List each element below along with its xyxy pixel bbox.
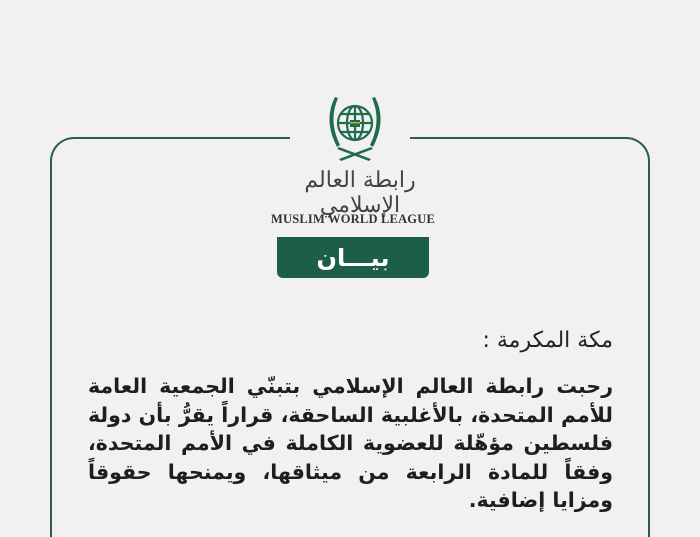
statement-badge: بيـــان: [277, 237, 429, 278]
dateline-place: مكة المكرمة :: [482, 328, 613, 353]
org-name-english: MUSLIM WORLD LEAGUE: [270, 212, 435, 226]
mwl-logo-icon: [315, 85, 395, 165]
statement-body: رحبت رابطة العالم الإسلامي بتبنّي الجمعية العامة للأمم المتحدة، بالأغلبية الساحقة، قراراً يقرُّ بأن دولة فلسطين مؤهّلة للعضوية الكاملة في الأمم المتحدة، وفقاً للمادة الرابعة من ميثاقها، ويمنحها حقوقاً ومزايا إضافية.: [88, 374, 613, 512]
org-name-arabic: رابطة العالم الإسلامي: [304, 168, 416, 218]
